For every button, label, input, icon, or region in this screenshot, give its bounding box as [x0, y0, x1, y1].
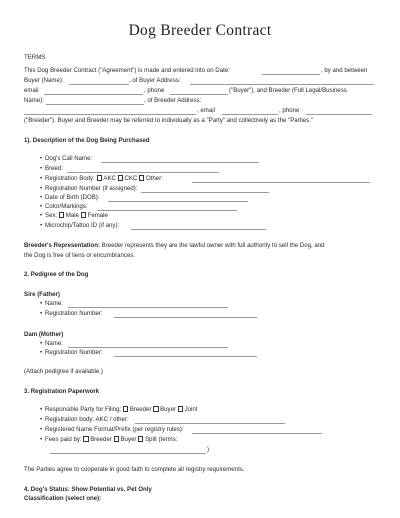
buyer-filing-checkbox[interactable]: [153, 406, 158, 411]
buyer-email-field[interactable]: [44, 94, 143, 95]
sire-name-label: Name:: [45, 300, 63, 307]
breeder-fees-checkbox[interactable]: [83, 436, 88, 441]
sire-name-field[interactable]: [68, 307, 228, 308]
buyer-fees-label: Buyer: [120, 436, 137, 443]
section-3-heading: 3. Registration Paperwork: [24, 388, 100, 395]
breeder-address-field[interactable]: [24, 114, 196, 115]
bullet: •: [40, 436, 43, 443]
intro-line-5b: , phone: [279, 107, 300, 114]
ckc-label: CKC: [124, 175, 138, 182]
bullet: •: [40, 406, 43, 413]
breed-field[interactable]: [67, 172, 219, 173]
bullet: •: [40, 175, 43, 182]
intro-line-3c: ("Buyer"), and Breeder (Full Legal/Business: [229, 87, 347, 94]
female-label: Female: [87, 212, 108, 219]
other-registration-field[interactable]: [192, 182, 370, 183]
female-checkbox[interactable]: [81, 212, 86, 217]
sex-row: [45, 212, 108, 220]
registration-body-label: Registration Body:: [45, 175, 95, 182]
split-fees-checkbox[interactable]: [138, 436, 143, 441]
microchip-label: Microchip/Tattoo ID (if any):: [45, 222, 120, 229]
name-format-field[interactable]: [192, 433, 322, 434]
sire-heading: Sire (Father): [24, 291, 60, 298]
call-name-label: Dog's Call Name:: [45, 155, 93, 162]
page-title: Dog Breeder Contract: [128, 22, 272, 39]
breeder-email-field[interactable]: [222, 114, 278, 115]
bullet: •: [40, 222, 43, 229]
dam-name-label: Name:: [45, 340, 63, 347]
terms-heading: TERMS: [24, 54, 46, 61]
section-2-heading: 2. Pedigree of the Dog: [24, 271, 89, 278]
intro-line-4b: , of Breeder Address:: [144, 97, 202, 104]
bullet: •: [40, 349, 43, 356]
classification-label: Classification (select one):: [24, 495, 102, 502]
intro-line-4a: Name):: [24, 97, 44, 104]
registration-body-other-field[interactable]: [135, 423, 285, 424]
bullet: •: [40, 212, 43, 219]
breeder-filing-label: Breeder: [129, 406, 152, 413]
registration-number-label: Registration Number (if assigned):: [45, 185, 138, 192]
dam-heading: Dam (Mother): [24, 331, 64, 338]
intro-line-2a: Buyer (Name):: [24, 77, 64, 84]
bullet: •: [40, 203, 43, 210]
color-label: Color/Markings:: [45, 203, 88, 210]
joint-filing-checkbox[interactable]: [178, 406, 183, 411]
name-format-label: Registered Name Format/Prefix (per registry rules):: [45, 426, 184, 433]
representation-line-2: the Dog is free of liens or encumbrances.: [24, 252, 136, 259]
intro-line-3b: , phone: [144, 87, 165, 94]
sire-registration-field[interactable]: [114, 317, 257, 318]
breeder-filing-checkbox[interactable]: [123, 406, 128, 411]
representation-line-1: [24, 242, 325, 250]
breed-label: Breed:: [45, 165, 63, 172]
male-checkbox[interactable]: [59, 212, 64, 217]
buyer-filing-label: Buyer: [160, 406, 177, 413]
sex-label: Sex:: [45, 212, 58, 219]
split-terms-field[interactable]: [50, 453, 206, 454]
split-close-paren: ): [207, 446, 210, 453]
intro-line-1a: This Dog Breeder Contract ("Agreement") is made and entered into on Date:: [24, 67, 230, 74]
bullet: •: [40, 194, 43, 201]
representation-label: Breeder's Representation:: [24, 242, 100, 249]
bullet: •: [40, 426, 43, 433]
section-4-heading: 4. Dog's Status: Show Potential vs. Pet Only: [24, 486, 152, 493]
breeder-fees-label: Breeder: [90, 436, 112, 443]
registration-number-field[interactable]: [141, 192, 269, 193]
dob-field[interactable]: [108, 201, 248, 202]
dob-label: Date of Birth (DOB):: [45, 194, 100, 201]
breeder-phone-field[interactable]: [306, 114, 372, 115]
microchip-field[interactable]: [131, 229, 266, 230]
bullet: •: [40, 300, 43, 307]
bullet: •: [40, 340, 43, 347]
fees-row: [45, 436, 178, 444]
representation-text-1: Breeder represents they are the lawful owner with full authority to sell the Dog, and: [99, 242, 325, 249]
intro-line-1b: , by and between: [321, 67, 368, 74]
ckc-checkbox[interactable]: [118, 175, 123, 180]
bullet: •: [40, 310, 43, 317]
intro-line-5a: , email: [197, 107, 215, 114]
dam-registration-label: Registration Number:: [45, 349, 103, 356]
breeder-name-field[interactable]: [46, 104, 144, 105]
akc-label: AKC: [103, 175, 116, 182]
buyer-phone-field[interactable]: [170, 94, 228, 95]
bullet: •: [40, 416, 43, 423]
responsible-party-row: [45, 406, 197, 414]
responsible-party-label: Responsible Party for Filing:: [45, 406, 122, 413]
color-field[interactable]: [97, 210, 237, 211]
buyer-address-field[interactable]: [190, 84, 374, 85]
intro-line-2b: , of Buyer Address:: [129, 77, 181, 84]
dam-name-field[interactable]: [68, 347, 228, 348]
registration-body-row: [45, 175, 163, 183]
bullet: •: [40, 155, 43, 162]
dam-registration-field[interactable]: [114, 356, 257, 357]
bullet: •: [40, 185, 43, 192]
intro-line-6: ("Breeder"). Buyer and Breeder may be referred to individually as a "Party" and collectively as the "Parties.": [24, 117, 314, 124]
other-checkbox[interactable]: [139, 175, 144, 180]
registration-body-other-label: Registration body: AKC / other:: [45, 416, 129, 423]
date-field[interactable]: [262, 74, 320, 75]
bullet: •: [40, 165, 43, 172]
sire-registration-label: Registration Number:: [45, 310, 103, 317]
other-label: Other:: [145, 175, 163, 182]
cooperate-statement: The Parties agree to cooperate in good faith to complete all registry requirements.: [24, 466, 245, 473]
call-name-field[interactable]: [101, 162, 259, 163]
joint-filing-label: Joint: [184, 406, 198, 413]
section-1-heading: 1). Description of the Dog Being Purchased: [24, 137, 150, 144]
akc-checkbox[interactable]: [97, 175, 102, 180]
buyer-name-field[interactable]: [69, 84, 129, 85]
buyer-fees-checkbox[interactable]: [114, 436, 119, 441]
split-fees-label: Split (terms:: [144, 436, 178, 443]
intro-line-3a: email: [24, 87, 39, 94]
attach-pedigree-note: (Attach pedigree if available.): [24, 368, 103, 375]
male-label: Male: [65, 212, 80, 219]
fees-label: Fees paid by:: [45, 436, 82, 443]
